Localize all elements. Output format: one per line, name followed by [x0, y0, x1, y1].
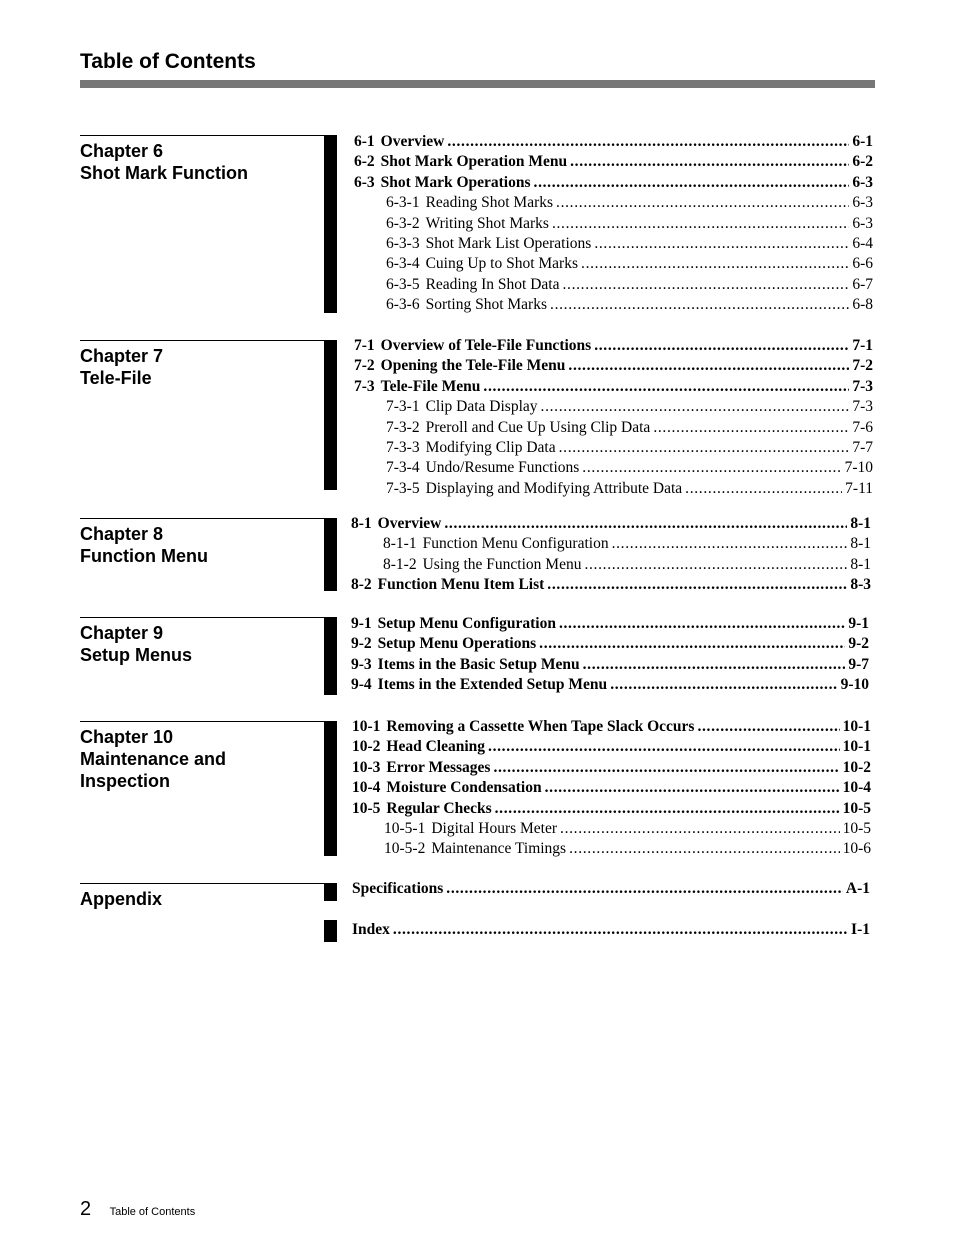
toc-entry[interactable]: [351, 514, 871, 534]
toc-entry[interactable]: [354, 152, 873, 172]
toc-entry-number: 6-3: [354, 173, 375, 191]
toc-entry-number: 8-2: [351, 576, 372, 594]
toc-entry-page: 6-6: [852, 255, 873, 273]
toc-entry[interactable]: [354, 356, 873, 376]
toc-entry-title: Overview: [380, 133, 445, 150]
toc-entry-title: Shot Mark Operation Menu: [380, 153, 568, 171]
toc-list: [352, 920, 870, 940]
toc-entry-page: 6-3: [852, 214, 873, 232]
section-bar: [324, 617, 337, 695]
toc-entry-page: 9-2: [848, 635, 869, 653]
toc-entry-title: Writing Shot Marks: [425, 214, 549, 232]
toc-entry-page: 6-1: [852, 133, 873, 150]
toc-entry-title: Opening the Tele-File Menu: [380, 357, 566, 375]
toc-entry-page: 8-1: [850, 555, 871, 573]
toc-entry-title: Items in the Basic Setup Menu: [377, 655, 580, 673]
toc-entry[interactable]: [354, 438, 873, 458]
dot-leader: [594, 234, 849, 254]
chapter-heading-line: Chapter 6: [80, 141, 164, 161]
toc-entry-page: 7-3: [852, 377, 873, 395]
toc-entry-page: 9-10: [840, 676, 869, 694]
section-bar: [324, 920, 337, 942]
toc-entry-page: 10-4: [842, 779, 871, 797]
toc-entry-number: 6-3-6: [386, 296, 420, 314]
toc-entry-number: 9-2: [351, 635, 372, 653]
toc-entry-page: 10-1: [842, 718, 871, 735]
toc-entry-page: 7-1: [852, 337, 873, 354]
toc-entry-page: 7-10: [844, 459, 873, 477]
toc-entry-number: 10-5: [352, 799, 381, 817]
toc-list: [354, 132, 873, 316]
toc-entry-title: Shot Mark List Operations: [425, 234, 592, 252]
toc-entry-number: 6-3-4: [386, 255, 420, 273]
toc-entry[interactable]: [354, 275, 873, 295]
dot-leader: [559, 438, 850, 458]
dot-leader: [547, 575, 847, 595]
chapter-heading: [80, 135, 324, 184]
chapter-heading-line: Appendix: [80, 889, 163, 909]
chapter-heading-line: Chapter 10: [80, 727, 174, 747]
dot-leader: [560, 819, 840, 839]
toc-entry[interactable]: [351, 575, 871, 595]
toc-entry-page: 7-7: [852, 438, 873, 456]
dot-leader: [488, 737, 840, 757]
toc-entry[interactable]: [351, 534, 871, 554]
chapter-heading: [80, 340, 324, 389]
toc-entry-page: 7-2: [852, 357, 873, 375]
toc-entry-title: Head Cleaning: [386, 738, 486, 756]
toc-entry-page: 7-11: [845, 479, 873, 497]
toc-entry-title: Setup Menu Operations: [377, 635, 537, 653]
toc-entry[interactable]: [352, 778, 871, 798]
toc-entry-title: Reading In Shot Data: [425, 275, 560, 293]
toc-entry-page: 6-4: [852, 234, 873, 252]
toc-entry-title: Preroll and Cue Up Using Clip Data: [425, 418, 651, 436]
chapter-heading-line: Chapter 8: [80, 524, 164, 544]
dot-leader: [550, 295, 849, 315]
dot-leader: [539, 634, 845, 654]
toc-entry[interactable]: [354, 418, 873, 438]
toc-entry[interactable]: [354, 397, 873, 417]
toc-entry-title: Overview of Tele-File Functions: [380, 337, 592, 354]
toc-entry-number: 8-1-2: [383, 555, 417, 573]
chapter-heading-line: Chapter 9: [80, 623, 164, 643]
dot-leader: [444, 514, 847, 534]
toc-entry-page: 10-6: [842, 840, 871, 858]
dot-leader: [447, 132, 849, 152]
toc-entry[interactable]: [354, 479, 873, 499]
toc-entry-title: Reading Shot Marks: [425, 194, 554, 212]
toc-entry-number: 6-3-3: [386, 234, 420, 252]
toc-entry-title: Moisture Condensation: [386, 779, 542, 797]
toc-entry-title: Sorting Shot Marks: [425, 296, 548, 314]
toc-entry-page: 7-3: [852, 398, 873, 416]
toc-entry-page: 6-3: [852, 194, 873, 212]
toc-entry-number: 6-2: [354, 153, 375, 171]
toc-entry-title: Setup Menu Configuration: [377, 615, 556, 632]
dot-leader: [562, 275, 849, 295]
section-bar: [324, 721, 337, 856]
toc-entry-number: 6-3-5: [386, 275, 420, 293]
toc-entry[interactable]: [354, 458, 873, 478]
section-bar: [324, 518, 337, 591]
chapter-heading: [80, 617, 324, 666]
dot-leader: [570, 152, 849, 172]
toc-entry-number: 6-3-2: [386, 214, 420, 232]
toc-entry-title: Shot Mark Operations: [380, 173, 531, 191]
toc-entry-title: Removing a Cassette When Tape Slack Occurs: [386, 718, 695, 735]
page-title: Table of Contents: [80, 50, 256, 73]
toc-entry-page: 8-1: [850, 515, 871, 532]
toc-list: [352, 717, 871, 860]
chapter-heading-line: Shot Mark Function: [80, 163, 248, 183]
toc-entry-number: 8-1: [351, 515, 372, 532]
dot-leader: [610, 675, 837, 695]
toc-entry-number: 7-3-3: [386, 438, 420, 456]
page-footer: [80, 1198, 195, 1221]
toc-entry-number: 9-3: [351, 655, 372, 673]
dot-leader: [446, 879, 843, 899]
toc-entry-title: Index: [352, 921, 390, 938]
toc-entry[interactable]: [354, 295, 873, 315]
toc-entry-number: 10-2: [352, 738, 381, 756]
toc-entry-title: Using the Function Menu: [422, 555, 582, 573]
dot-leader: [569, 839, 839, 859]
dot-leader: [552, 214, 849, 234]
toc-entry-page: 9-1: [848, 615, 869, 632]
chapter-heading: [80, 883, 324, 910]
toc-list: [352, 879, 870, 899]
footer-page-number: 2: [80, 1198, 92, 1220]
toc-entry-title: Regular Checks: [386, 799, 492, 817]
toc-entry-title: Function Menu Configuration: [422, 535, 609, 553]
toc-entry-number: 9-4: [351, 676, 372, 694]
toc-entry-page: 10-5: [842, 799, 871, 817]
toc-entry[interactable]: [352, 819, 871, 839]
footer-label: Table of Contents: [109, 1206, 196, 1218]
toc-entry-title: Function Menu Item List: [377, 576, 545, 594]
toc-entry-number: 7-3-4: [386, 459, 420, 477]
toc-entry-title: Cuing Up to Shot Marks: [425, 255, 579, 273]
toc-entry-title: Modifying Clip Data: [425, 438, 556, 456]
toc-entry-number: 6-3-1: [386, 194, 420, 212]
dot-leader: [612, 534, 848, 554]
toc-entry[interactable]: [354, 336, 873, 356]
toc-entry-number: 9-1: [351, 615, 372, 632]
dot-leader: [556, 193, 849, 213]
toc-entry[interactable]: [351, 614, 869, 634]
toc-entry-number: 7-3-1: [386, 398, 420, 416]
toc-list: [351, 514, 871, 596]
chapter-heading-line: Inspection: [80, 771, 171, 791]
toc-entry-number: 10-1: [352, 718, 381, 735]
title-rule: [80, 80, 875, 88]
toc-list: [354, 336, 873, 499]
chapter-heading-line: Function Menu: [80, 546, 208, 566]
chapter-heading: [80, 518, 324, 567]
toc-entry[interactable]: [354, 234, 873, 254]
dot-leader: [495, 799, 840, 819]
toc-entry-number: 6-1: [354, 133, 375, 150]
toc-entry[interactable]: [351, 555, 871, 575]
toc-entry-page: 10-5: [842, 819, 871, 837]
toc-entry[interactable]: [352, 920, 870, 940]
toc-entry-page: 8-1: [850, 535, 871, 553]
dot-leader: [685, 479, 842, 499]
toc-entry[interactable]: [354, 193, 873, 213]
dot-leader: [594, 336, 849, 356]
toc-entry-page: 7-6: [852, 418, 873, 436]
chapter-heading-line: Setup Menus: [80, 645, 193, 665]
dot-leader: [581, 254, 849, 274]
toc-entry-title: Digital Hours Meter: [431, 819, 558, 837]
toc-entry-page: 6-7: [852, 275, 873, 293]
section-bar: [324, 340, 337, 490]
toc-entry-page: 6-2: [852, 153, 873, 171]
toc-entry-number: 7-3-2: [386, 418, 420, 436]
toc-entry-page: I-1: [851, 921, 870, 938]
toc-entry-page: 8-3: [850, 576, 871, 594]
toc-entry[interactable]: [352, 717, 871, 737]
dot-leader: [568, 356, 849, 376]
toc-entry[interactable]: [351, 655, 869, 675]
toc-entry-number: 7-2: [354, 357, 375, 375]
dot-leader: [583, 655, 846, 675]
toc-entry-page: 10-2: [842, 758, 871, 776]
toc-entry[interactable]: [354, 214, 873, 234]
toc-entry-number: 10-5-1: [384, 819, 426, 837]
toc-entry[interactable]: [352, 758, 871, 778]
toc-entry-title: Maintenance Timings: [431, 840, 567, 858]
dot-leader: [393, 920, 848, 940]
dot-leader: [483, 377, 849, 397]
dot-leader: [582, 458, 841, 478]
dot-leader: [653, 418, 849, 438]
toc-entry[interactable]: [352, 879, 870, 899]
toc-entry-title: Specifications: [352, 880, 444, 897]
toc-entry-page: 9-7: [848, 655, 869, 673]
toc-entry-page: A-1: [845, 880, 870, 897]
toc-entry[interactable]: [354, 254, 873, 274]
section-bar: [324, 883, 337, 901]
section-bar: [324, 135, 337, 313]
dot-leader: [493, 758, 839, 778]
dot-leader: [545, 778, 840, 798]
chapter-heading: [80, 721, 324, 792]
toc-entry-number: 8-1-1: [383, 535, 417, 553]
chapter-heading-line: Chapter 7: [80, 346, 164, 366]
toc-entry-number: 10-4: [352, 779, 381, 797]
toc-entry-title: Undo/Resume Functions: [425, 459, 580, 477]
toc-entry[interactable]: [354, 377, 873, 397]
toc-entry-title: Items in the Extended Setup Menu: [377, 676, 608, 694]
toc-entry[interactable]: [354, 132, 873, 152]
dot-leader: [697, 717, 839, 737]
toc-entry[interactable]: [352, 737, 871, 757]
toc-entry-title: Tele-File Menu: [380, 377, 481, 395]
toc-entry-number: 10-3: [352, 758, 381, 776]
dot-leader: [584, 555, 847, 575]
toc-entry-number: 7-3: [354, 377, 375, 395]
toc-entry-page: 6-8: [852, 296, 873, 314]
toc-entry-title: Displaying and Modifying Attribute Data: [425, 479, 683, 497]
chapter-heading-line: Maintenance and: [80, 749, 227, 769]
toc-entry[interactable]: [352, 839, 871, 859]
toc-entry-title: Overview: [377, 515, 442, 532]
toc-entry[interactable]: [351, 634, 869, 654]
toc-entry-title: Clip Data Display: [425, 398, 538, 416]
toc-entry[interactable]: [351, 675, 869, 695]
toc-entry-page: 6-3: [852, 173, 873, 191]
dot-leader: [541, 397, 850, 417]
chapter-heading-line: Tele-File: [80, 368, 152, 388]
toc-entry[interactable]: [352, 799, 871, 819]
toc-entry-title: Error Messages: [386, 758, 491, 776]
toc-entry-page: 10-1: [842, 738, 871, 756]
dot-leader: [534, 173, 850, 193]
dot-leader: [559, 614, 845, 634]
toc-list: [351, 614, 869, 696]
toc-entry-number: 10-5-2: [384, 840, 426, 858]
toc-entry-number: 7-3-5: [386, 479, 420, 497]
toc-entry-number: 7-1: [354, 337, 375, 354]
toc-entry[interactable]: [354, 173, 873, 193]
